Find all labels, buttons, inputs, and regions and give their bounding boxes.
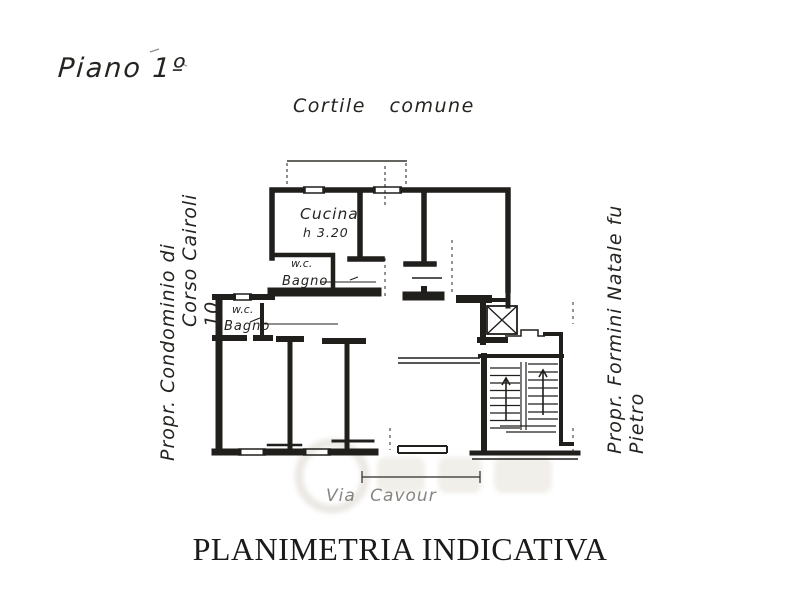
left-property-line1: Propr. Condominio di [157,243,179,461]
bath1-wc-label: w.c. [291,257,313,270]
left-property-label [157,165,223,465]
floor-label: Piano 1º [56,53,188,84]
courtyard-boundary-line [287,161,407,206]
caption: PLANIMETRIA INDICATIVA [192,531,608,567]
street-label: Via Cavour [326,486,437,501]
bath2-label: Bagno [224,319,271,334]
elevator-shaft [487,306,517,334]
right-property-label: Propr. Formini Natale fu Pietro [604,204,648,454]
staircase [490,362,558,432]
kitchen-label: Cucina [300,205,359,223]
courtyard-label: Cortile comune [293,95,475,117]
bath1-label: Bagno [282,274,329,289]
bath2-wc-label: w.c. [232,303,254,316]
left-property-line2: Corso Cairoli 10 [179,193,223,327]
kitchen-height-label: h 3.20 [303,225,349,240]
centerline-dashes [385,240,573,452]
